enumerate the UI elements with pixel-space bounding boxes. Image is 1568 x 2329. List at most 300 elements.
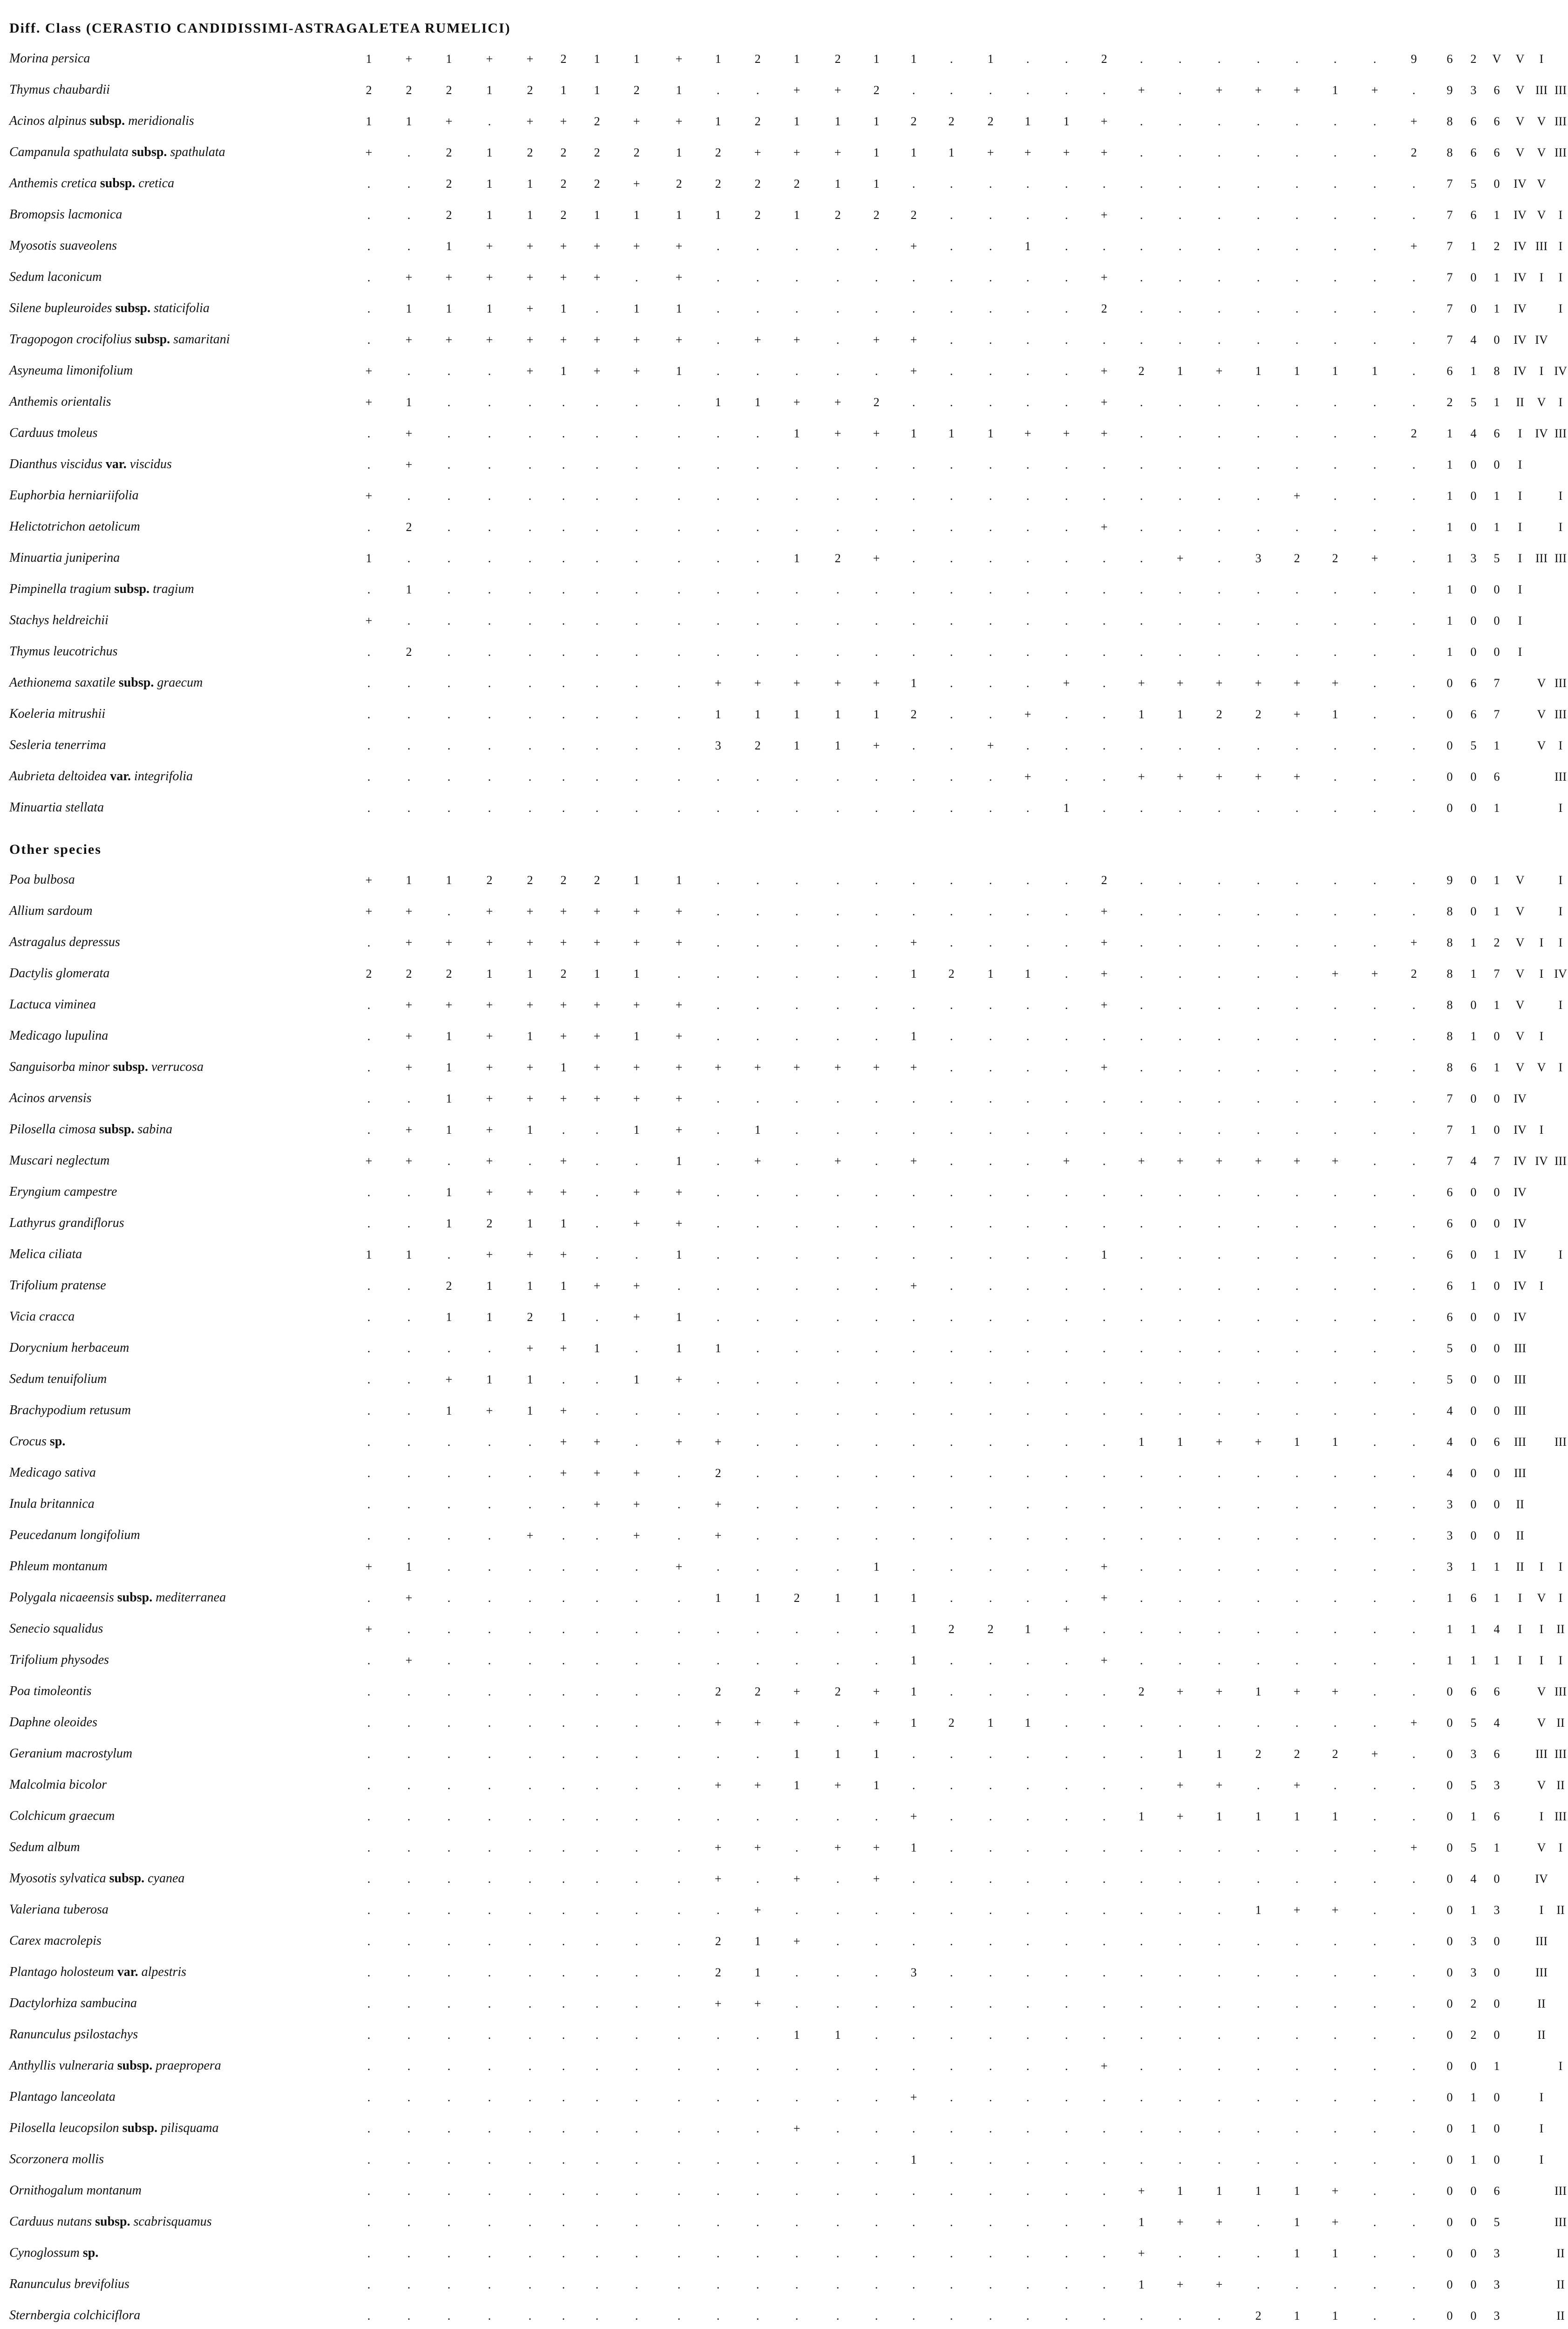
rank-qualifier: subsp. — [117, 2058, 153, 2073]
table-cell: . — [950, 1310, 953, 1324]
table-cell: . — [716, 2184, 720, 2198]
table-cell: + — [633, 998, 640, 1012]
table-cell: . — [989, 2091, 992, 2104]
table-cell: . — [950, 998, 953, 1012]
table-cell: . — [875, 1029, 878, 1043]
species-name — [9, 707, 105, 722]
table-cell: . — [677, 2215, 681, 2229]
table-cell: . — [562, 2028, 565, 2042]
table-cell: 1 — [1470, 1029, 1477, 1043]
species-name — [9, 1809, 115, 1824]
infraspecific-epithet: samaritani — [173, 332, 230, 347]
table-cell: . — [1140, 936, 1143, 949]
table-cell: . — [1026, 395, 1030, 409]
table-cell: + — [1410, 936, 1418, 949]
table-cell: III — [1554, 115, 1567, 128]
table-cell: 1 — [987, 427, 994, 440]
table-cell: . — [488, 739, 491, 752]
species-binomial: Aethionema saxatile — [9, 675, 115, 690]
table-cell: . — [1256, 1591, 1260, 1605]
table-cell: . — [488, 1435, 491, 1449]
table-cell: 1 — [406, 583, 412, 596]
table-cell: . — [677, 552, 681, 565]
table-cell: . — [1217, 1498, 1221, 1511]
table-cell: 1 — [754, 1123, 761, 1137]
table-cell: . — [447, 739, 451, 752]
table-cell: . — [950, 1061, 953, 1074]
table-cell: + — [633, 1092, 640, 1105]
table-cell: II — [1556, 1716, 1565, 1730]
table-cell: . — [950, 1654, 953, 1667]
table-cell: 1 — [560, 83, 567, 97]
table-cell: . — [836, 967, 840, 981]
table-cell: . — [1178, 1716, 1182, 1730]
table-cell: . — [1026, 2247, 1030, 2260]
table-cell: . — [635, 1872, 638, 1886]
table-cell: . — [950, 1404, 953, 1417]
table-cell: 1 — [1493, 395, 1500, 409]
table-cell: . — [836, 2122, 840, 2135]
table-cell: 0 — [1493, 1404, 1500, 1417]
table-cell: . — [488, 708, 491, 721]
table-cell: . — [950, 739, 953, 752]
table-cell: I — [1518, 552, 1522, 565]
table-cell: . — [1333, 1466, 1337, 1480]
table-cell: . — [1140, 146, 1143, 159]
table-cell: . — [367, 1997, 371, 2010]
table-cell: . — [562, 1903, 565, 1917]
table-cell: . — [528, 395, 532, 409]
table-cell: . — [875, 614, 878, 627]
table-cell: . — [1412, 2309, 1416, 2322]
table-cell: 0 — [1446, 739, 1453, 752]
table-cell: . — [595, 1529, 599, 1542]
species-name — [9, 457, 172, 472]
table-cell: . — [562, 1747, 565, 1761]
table-cell: . — [875, 2247, 878, 2260]
table-cell: 1 — [754, 1591, 761, 1605]
table-cell: 1 — [527, 1373, 533, 1386]
table-cell: . — [1295, 1373, 1299, 1386]
table-cell: 0 — [1470, 873, 1477, 887]
table-cell: . — [1412, 1466, 1416, 1480]
table-cell: + — [633, 1466, 640, 1480]
table-cell: . — [1102, 2278, 1106, 2291]
table-cell: 1 — [715, 1342, 721, 1355]
table-cell: + — [526, 1061, 534, 1074]
table-cell: . — [1412, 2153, 1416, 2166]
table-cell: V — [1537, 1778, 1546, 1792]
table-cell: . — [875, 2028, 878, 2042]
table-cell: . — [989, 520, 992, 534]
table-cell: . — [488, 1685, 491, 1698]
table-cell: 0 — [1446, 1747, 1453, 1761]
table-cell: . — [677, 645, 681, 659]
table-cell: 1 — [1216, 1810, 1222, 1823]
table-cell: . — [1295, 1092, 1299, 1105]
table-cell: . — [716, 520, 720, 534]
table-cell: . — [677, 1716, 681, 1730]
species-name — [9, 1153, 109, 1168]
table-cell: . — [756, 2059, 760, 2073]
table-cell: 1 — [873, 146, 880, 159]
table-cell: + — [1100, 364, 1108, 378]
species-binomial: Pilosella cimosa — [9, 1122, 96, 1137]
table-cell: 1 — [676, 146, 682, 159]
table-cell: 3 — [1470, 1747, 1477, 1761]
table-cell: . — [989, 208, 992, 222]
table-cell: + — [593, 1279, 601, 1293]
table-cell: . — [1102, 676, 1106, 690]
table-cell: + — [560, 1248, 567, 1261]
species-name — [9, 207, 122, 222]
table-cell: 1 — [835, 708, 841, 721]
table-cell: . — [1140, 1248, 1143, 1261]
species-binomial: Melica ciliata — [9, 1247, 82, 1261]
species-binomial: Tragopogon crocifolius — [9, 332, 132, 347]
table-cell: 0 — [1470, 1404, 1477, 1417]
species-binomial: Lathyrus grandiflorus — [9, 1216, 124, 1230]
table-cell: III — [1554, 146, 1567, 159]
table-cell: . — [1026, 208, 1030, 222]
table-cell: . — [1373, 708, 1377, 721]
table-cell: + — [1100, 1560, 1108, 1573]
table-cell: . — [1295, 1342, 1299, 1355]
table-cell: + — [1293, 83, 1301, 97]
table-cell: . — [1333, 1872, 1337, 1886]
table-cell: . — [1256, 427, 1260, 440]
table-cell: . — [756, 998, 760, 1012]
table-cell: . — [1178, 1997, 1182, 2010]
table-cell: . — [1140, 208, 1143, 222]
table-cell: + — [910, 364, 917, 378]
table-cell: . — [836, 1872, 840, 1886]
table-cell: . — [1295, 177, 1299, 191]
table-cell: + — [560, 998, 567, 1012]
table-cell: . — [1102, 1123, 1106, 1137]
table-cell: I — [1558, 936, 1563, 949]
table-cell: + — [714, 1716, 722, 1730]
table-cell: 1 — [446, 873, 452, 887]
table-cell: . — [1412, 770, 1416, 783]
species-name — [9, 872, 75, 887]
table-cell: + — [633, 1185, 640, 1199]
table-cell: 0 — [1493, 2028, 1500, 2042]
table-cell: III — [1535, 83, 1548, 97]
table-cell: . — [1217, 239, 1221, 253]
table-cell: . — [795, 1466, 799, 1480]
table-cell: . — [716, 2215, 720, 2229]
table-cell: . — [1295, 583, 1299, 596]
table-cell: . — [488, 1529, 491, 1542]
table-cell: I — [1558, 2059, 1563, 2073]
table-cell: . — [1065, 2247, 1068, 2260]
table-cell: . — [836, 1934, 840, 1948]
table-cell: . — [1333, 2091, 1337, 2104]
table-cell: . — [1102, 2153, 1106, 2166]
table-cell: . — [1412, 2278, 1416, 2291]
table-cell: 1 — [1063, 115, 1070, 128]
table-cell: . — [950, 1373, 953, 1386]
table-cell: I — [1539, 2153, 1544, 2166]
table-cell: . — [1373, 1217, 1377, 1230]
table-cell: . — [1295, 2153, 1299, 2166]
table-cell: . — [1256, 873, 1260, 887]
table-cell: . — [488, 395, 491, 409]
table-cell: . — [562, 1685, 565, 1698]
table-cell: . — [1295, 2091, 1299, 2104]
table-cell: II — [1556, 2247, 1565, 2260]
table-cell: . — [677, 1466, 681, 1480]
table-cell: 1 — [527, 1123, 533, 1137]
table-cell: + — [526, 905, 534, 918]
table-cell: . — [528, 1716, 532, 1730]
table-cell: + — [1331, 1685, 1339, 1698]
table-cell: 2 — [633, 83, 640, 97]
table-cell: 0 — [1493, 1217, 1500, 1230]
table-cell: . — [407, 2153, 411, 2166]
table-cell: . — [1178, 1404, 1182, 1417]
table-cell: 0 — [1470, 1217, 1477, 1230]
table-cell: + — [486, 1185, 493, 1199]
table-cell: . — [950, 2247, 953, 2260]
table-cell: 3 — [1493, 2278, 1500, 2291]
table-cell: . — [1217, 1622, 1221, 1636]
table-cell: . — [1333, 177, 1337, 191]
table-cell: 1 — [1294, 2184, 1300, 2198]
table-cell: . — [912, 801, 916, 815]
species-binomial: Myosotis suaveolens — [9, 238, 117, 253]
table-cell: . — [989, 770, 992, 783]
table-cell: . — [407, 1810, 411, 1823]
table-cell: + — [593, 998, 601, 1012]
table-cell: 2 — [1294, 552, 1300, 565]
table-cell: + — [633, 1498, 640, 1511]
table-cell: . — [1217, 427, 1221, 440]
table-cell: + — [445, 998, 453, 1012]
table-cell: . — [1178, 1310, 1182, 1324]
table-cell: . — [1373, 1997, 1377, 2010]
table-cell: . — [836, 1123, 840, 1137]
table-cell: . — [1412, 552, 1416, 565]
table-cell: . — [635, 1342, 638, 1355]
table-cell: . — [1412, 1217, 1416, 1230]
table-cell: IV — [1514, 208, 1527, 222]
table-cell: . — [1333, 1560, 1337, 1573]
table-cell: + — [405, 998, 413, 1012]
table-cell: 2 — [594, 177, 600, 191]
table-cell: . — [1140, 1560, 1143, 1573]
table-cell: . — [595, 1123, 599, 1137]
table-cell: . — [1065, 1466, 1068, 1480]
table-cell: . — [756, 302, 760, 315]
infraspecific-epithet: spathulata — [170, 145, 225, 159]
table-cell: + — [834, 83, 842, 97]
table-cell: IV — [1514, 1092, 1527, 1105]
table-cell: . — [1026, 1841, 1030, 1854]
table-cell: . — [1178, 115, 1182, 128]
table-cell: 2 — [406, 520, 412, 534]
table-cell: . — [528, 2215, 532, 2229]
table-cell: + — [675, 905, 683, 918]
table-cell: 2 — [1446, 395, 1453, 409]
table-cell: . — [595, 1310, 599, 1324]
species-name — [9, 1247, 82, 1262]
table-cell: . — [756, 520, 760, 534]
table-cell: . — [1065, 1248, 1068, 1261]
table-cell: + — [445, 271, 453, 284]
table-cell: . — [950, 2184, 953, 2198]
table-cell: . — [1217, 115, 1221, 128]
table-cell: . — [950, 873, 953, 887]
table-cell: . — [528, 1778, 532, 1792]
table-cell: . — [1256, 1622, 1260, 1636]
infraspecific-epithet: staticifolia — [154, 301, 210, 315]
table-cell: . — [595, 1154, 599, 1168]
table-cell: . — [912, 1404, 916, 1417]
table-cell: . — [1373, 1404, 1377, 1417]
table-cell: . — [1140, 1185, 1143, 1199]
table-cell: 1 — [486, 967, 493, 981]
table-cell: 1 — [1138, 708, 1145, 721]
table-cell: . — [1217, 905, 1221, 918]
table-cell: . — [1333, 489, 1337, 503]
table-cell: . — [1178, 146, 1182, 159]
table-cell: . — [1178, 208, 1182, 222]
table-cell: 1 — [1216, 2184, 1222, 2198]
table-cell: . — [1333, 2278, 1337, 2291]
table-cell: . — [989, 1217, 992, 1230]
table-cell: I — [1518, 1591, 1522, 1605]
table-cell: . — [1333, 1841, 1337, 1854]
table-cell: . — [1178, 614, 1182, 627]
table-cell: . — [756, 2278, 760, 2291]
table-cell: . — [1140, 739, 1143, 752]
species-binomial: Thymus chaubardii — [9, 82, 110, 97]
table-cell: + — [873, 552, 880, 565]
table-cell: . — [875, 2309, 878, 2322]
table-cell: . — [989, 1654, 992, 1667]
species-binomial: Ranunculus brevifolius — [9, 2277, 129, 2291]
table-cell: . — [528, 770, 532, 783]
table-cell: 1 — [1493, 2059, 1500, 2073]
table-cell: 8 — [1446, 905, 1453, 918]
table-cell: . — [1102, 552, 1106, 565]
table-cell: . — [488, 1591, 491, 1605]
table-cell: 2 — [446, 177, 452, 191]
table-cell: . — [635, 1248, 638, 1261]
table-cell: 8 — [1446, 936, 1453, 949]
table-cell: . — [595, 489, 599, 503]
table-cell: . — [367, 2184, 371, 2198]
table-cell: . — [528, 583, 532, 596]
table-cell: . — [795, 2091, 799, 2104]
table-cell: 2 — [794, 1591, 800, 1605]
table-cell: + — [445, 333, 453, 347]
table-cell: + — [1293, 1903, 1301, 1917]
table-cell: . — [407, 2309, 411, 2322]
table-cell: 0 — [1470, 2059, 1477, 2073]
species-name — [9, 2027, 138, 2042]
species-name — [9, 1934, 102, 1948]
table-cell: + — [593, 333, 601, 347]
table-cell: . — [1140, 1092, 1143, 1105]
table-cell: 1 — [676, 302, 682, 315]
table-cell: . — [447, 2028, 451, 2042]
table-cell: 2 — [1216, 708, 1222, 721]
table-cell: . — [595, 1778, 599, 1792]
species-name — [9, 1091, 92, 1106]
table-cell: 1 — [835, 2028, 841, 2042]
table-cell: + — [1293, 1778, 1301, 1792]
table-cell: . — [1140, 1903, 1143, 1917]
table-cell: . — [407, 1716, 411, 1730]
table-cell: 0 — [1493, 645, 1500, 659]
table-cell: . — [367, 271, 371, 284]
table-cell: 1 — [1332, 83, 1338, 97]
table-cell: . — [367, 1092, 371, 1105]
table-cell: 0 — [1446, 2153, 1453, 2166]
table-cell: . — [562, 552, 565, 565]
table-cell: + — [675, 1185, 683, 1199]
table-cell: 1 — [910, 676, 917, 690]
table-cell: . — [795, 1123, 799, 1137]
table-cell: . — [795, 1404, 799, 1417]
table-cell: . — [1333, 770, 1337, 783]
table-cell: . — [1217, 873, 1221, 887]
table-cell: . — [528, 2059, 532, 2073]
table-cell: . — [367, 998, 371, 1012]
table-cell: 0 — [1446, 770, 1453, 783]
table-cell: 1 — [527, 1217, 533, 1230]
table-cell: . — [1333, 2028, 1337, 2042]
table-cell: 6 — [1446, 52, 1453, 66]
table-cell: . — [1026, 998, 1030, 1012]
table-cell: . — [1373, 302, 1377, 315]
table-cell: + — [873, 1061, 880, 1074]
table-cell: . — [407, 1997, 411, 2010]
table-cell: . — [1412, 873, 1416, 887]
table-cell: . — [1412, 520, 1416, 534]
table-cell: . — [1140, 1029, 1143, 1043]
table-cell: I — [1558, 271, 1563, 284]
table-cell: . — [1373, 1310, 1377, 1324]
table-cell: 1 — [633, 967, 640, 981]
species-binomial: Minuartia juniperina — [9, 551, 120, 565]
table-cell: + — [1024, 708, 1032, 721]
table-cell: . — [875, 1622, 878, 1636]
table-cell: . — [1256, 967, 1260, 981]
table-cell: 3 — [1470, 83, 1477, 97]
table-cell: . — [488, 552, 491, 565]
table-cell: + — [1293, 676, 1301, 690]
table-cell: . — [875, 2059, 878, 2073]
table-cell: 2 — [560, 967, 567, 981]
table-cell: . — [1256, 1061, 1260, 1074]
table-cell: . — [595, 2184, 599, 2198]
table-cell: IV — [1554, 967, 1567, 981]
table-cell: . — [989, 2153, 992, 2166]
species-binomial: Peucedanum longifolium — [9, 1528, 140, 1542]
table-cell: . — [635, 1591, 638, 1605]
table-cell: . — [595, 645, 599, 659]
table-cell: V — [1515, 83, 1525, 97]
table-cell: + — [560, 333, 567, 347]
table-cell: . — [1026, 1123, 1030, 1137]
table-cell: V — [1515, 936, 1525, 949]
table-cell: 1 — [527, 1029, 533, 1043]
table-cell: . — [795, 489, 799, 503]
